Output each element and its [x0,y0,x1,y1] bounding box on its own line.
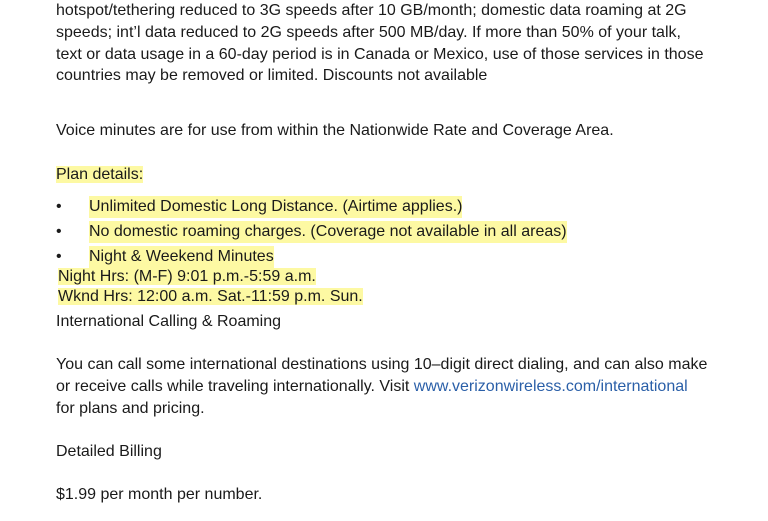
plan-details-heading-text: Plan details: [56,166,144,183]
bullet-dot-icon: • [56,223,62,240]
plan-bullet-1-text: Unlimited Domestic Long Distance. (Airtime applies.) [89,196,462,218]
international-heading: International Calling & Roaming [56,313,282,330]
night-hours [58,267,316,287]
intro-line-2: speeds; int’l data reduced to 2G speeds after 500 MB/day. If more than 50% of your talk, [56,24,681,41]
plan-bullet-3-text: Night & Weekend Minutes [89,246,274,268]
international-line-2 [56,377,688,397]
international-line-2-text: or receive calls while traveling internationally. Visit [56,378,414,395]
bullet-dot-icon: • [56,198,62,215]
billing-price: $1.99 per month per number. [56,486,263,503]
billing-heading: Detailed Billing [56,443,162,460]
weekend-hours [58,287,363,307]
plan-bullet-3 [56,246,746,268]
bullet-dot-icon: • [56,248,62,265]
night-hours-text: Night Hrs: (M-F) 9:01 p.m.-5:59 a.m. [58,268,316,285]
plan-bullet-1 [56,196,746,218]
weekend-hours-text: Wknd Hrs: 12:00 a.m. Sat.-11:59 p.m. Sun. [58,288,363,305]
plan-details-heading [56,165,143,185]
international-line-1: You can call some international destinations using 10–digit direct dialing, and can also make [56,356,708,373]
international-line-3: for plans and pricing. [56,400,205,417]
plan-bullet-2-text: No domestic roaming charges. (Coverage not available in all areas) [89,221,567,243]
international-link[interactable]: www.verizonwireless.com/international [413,378,688,395]
plan-bullet-2 [56,221,746,243]
intro-line-1: hotspot/tethering reduced to 3G speeds after 10 GB/month; domestic data roaming at 2G [56,2,687,19]
intro-line-4: countries may be removed or limited. Discounts not available [56,67,488,84]
intro-line-3: text or data usage in a 60-day period is in Canada or Mexico, use of those services in those [56,46,704,63]
voice-minutes-text: Voice minutes are for use from within the Nationwide Rate and Coverage Area. [56,122,614,139]
